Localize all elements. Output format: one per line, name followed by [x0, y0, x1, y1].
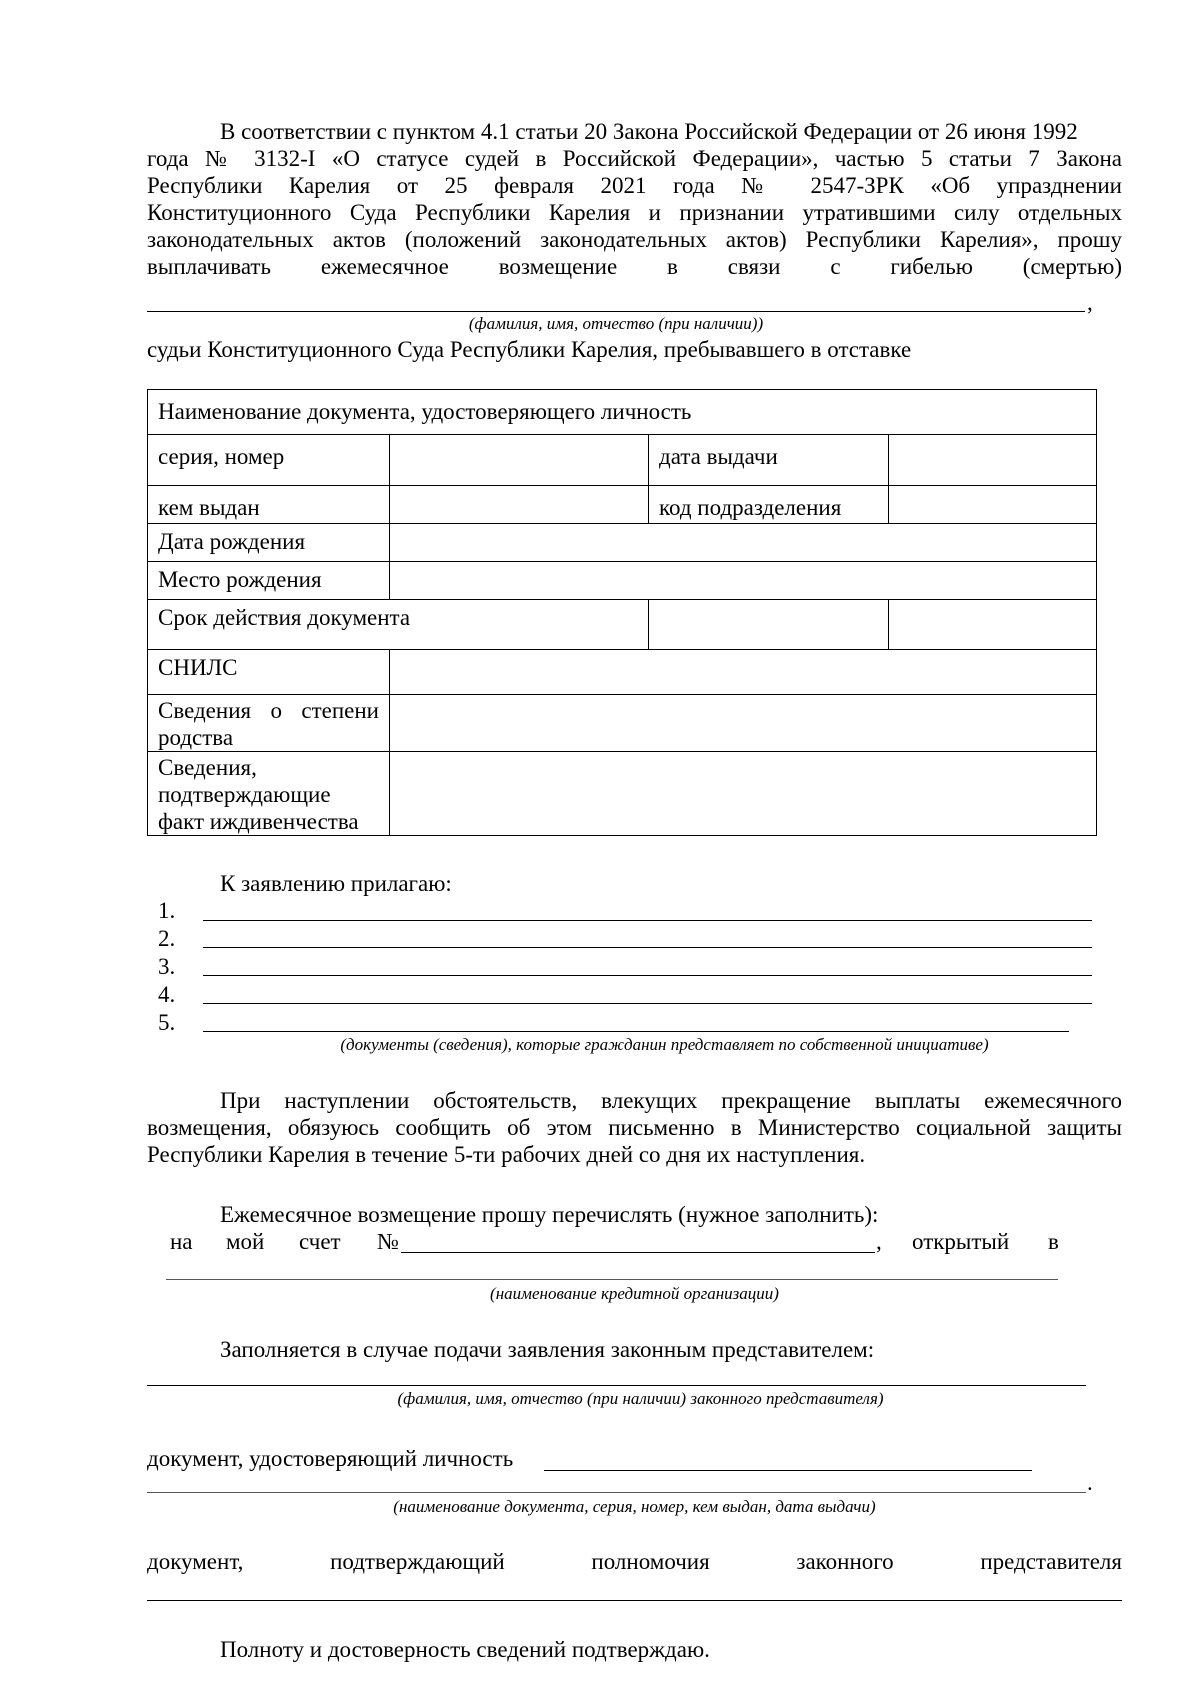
table-row [148, 600, 1097, 650]
snils-label: СНИЛС [148, 650, 390, 695]
table-row [148, 390, 1097, 435]
payment-word-account: счет [299, 1229, 341, 1254]
issue-date-value-cell[interactable] [889, 435, 1097, 486]
intro-line-4: Конституционного Суда Республики Карелия и признании утратившими силу отдельных [147, 200, 1122, 225]
attachment-field-5[interactable] [203, 1031, 1069, 1032]
attachments-heading: К заявлению прилагаю: [220, 871, 452, 896]
account-number-field[interactable] [401, 1252, 875, 1253]
payment-comma: , [876, 1229, 882, 1254]
intro-line-1: В соответствии с пунктом 4.1 статьи 20 Закона Российской Федерации от 26 июня 1992 [220, 119, 1078, 144]
attachment-number-5: 5. [158, 1010, 176, 1035]
table-row [148, 435, 1097, 486]
payment-word-na: на [170, 1229, 193, 1254]
bank-name-field[interactable] [166, 1279, 1058, 1280]
id-doc-details-field[interactable] [147, 1492, 1086, 1493]
attachment-field-1[interactable] [203, 920, 1092, 921]
payment-heading: Ежемесячное возмещение прошу перечислять (нужное заполнить): [220, 1202, 879, 1227]
identity-table [147, 389, 1097, 836]
id-doc-period: . [1087, 1470, 1093, 1495]
doc-name-label: Наименование документа, удостоверяющего личность [148, 390, 1097, 435]
attachment-number-2: 2. [158, 926, 176, 951]
authority-word-5: представителя [980, 1549, 1122, 1574]
birth-place-value-cell[interactable] [390, 562, 1097, 600]
intro-line-3: Республики Карелия от 25 февраля 2021 года № 2547-ЗРК «Об упразднении [147, 173, 1122, 198]
authority-doc-row [147, 1549, 1122, 1575]
deceased-name-field[interactable] [147, 311, 1085, 312]
table-row [148, 650, 1097, 695]
table-row [148, 486, 1097, 524]
birth-place-label: Место рождения [148, 562, 390, 600]
attachment-number-3: 3. [158, 954, 176, 979]
division-code-value-cell[interactable] [889, 486, 1097, 524]
bank-caption: (наименование кредитной организации) [490, 1284, 779, 1303]
authority-word-1: документ, [147, 1549, 244, 1574]
issued-by-label: кем выдан [148, 486, 390, 524]
kinship-value-cell[interactable] [390, 695, 1097, 752]
representative-name-field[interactable] [147, 1385, 1086, 1386]
intro-line-5: законодательных актов (положений законодательных актов) Республики Карелия», прошу [147, 227, 1122, 252]
birth-date-value-cell[interactable] [390, 524, 1097, 562]
judge-status-text: судьи Конституционного Суда Республики Карелия, пребывавшего в отставке [147, 337, 912, 362]
id-doc-field[interactable] [544, 1470, 1032, 1471]
issued-by-value-cell[interactable] [390, 486, 649, 524]
payment-word-my: мой [226, 1229, 265, 1254]
attachment-number-4: 4. [158, 982, 176, 1007]
series-label: серия, номер [148, 435, 390, 486]
authority-word-3: полномочия [591, 1549, 710, 1574]
attachments-caption: (документы (сведения), которые гражданин представляет по собственной инициативе) [340, 1035, 989, 1054]
table-row [148, 752, 1097, 836]
validity-from-cell[interactable] [649, 600, 889, 650]
authority-doc-field[interactable] [147, 1600, 1122, 1601]
table-row [148, 562, 1097, 600]
authority-word-2: подтверждающий [330, 1549, 505, 1574]
dependency-label: Сведения, подтверждающие факт иждивенчества [148, 752, 390, 836]
obligation-line-1: При наступлении обстоятельств, влекущих прекращение выплаты ежемесячного [220, 1088, 1122, 1113]
table-row [148, 695, 1097, 752]
id-doc-label: документ, удостоверяющий личность [147, 1446, 514, 1471]
obligation-line-2: возмещения, обязуюсь сообщить об этом письменно в Министерство социальной защиты [147, 1115, 1122, 1140]
intro-line-6: выплачивать ежемесячное возмещение в связи с гибелью (смертью) [147, 254, 1122, 279]
kinship-label: Сведения о степени родства [148, 695, 390, 752]
payment-word-in: в [1048, 1229, 1059, 1254]
birth-date-label: Дата рождения [148, 524, 390, 562]
name-trailing-comma: , [1087, 290, 1093, 315]
name-caption: (фамилия, имя, отчество (при наличии)) [468, 314, 764, 333]
payment-word-number: № [377, 1229, 399, 1254]
obligation-line-3: Республики Карелия в течение 5-ти рабочих дней со дня их наступления. [147, 1142, 866, 1167]
attachment-field-4[interactable] [203, 1003, 1092, 1004]
snils-value-cell[interactable] [390, 650, 1097, 695]
attachment-field-3[interactable] [203, 975, 1092, 976]
division-code-label: код подразделения [649, 486, 889, 524]
table-row [148, 524, 1097, 562]
issue-date-label: дата выдачи [649, 435, 889, 486]
attachment-field-2[interactable] [203, 947, 1092, 948]
validity-to-cell[interactable] [889, 600, 1097, 650]
id-doc-caption: (наименование документа, серия, номер, кем выдан, дата выдачи) [393, 1497, 876, 1516]
payment-word-opened: открытый [912, 1229, 1010, 1254]
representative-name-caption: (фамилия, имя, отчество (при наличии) законного представителя) [397, 1389, 884, 1408]
intro-line-2: года № 3132-I «О статусе судей в Российской Федерации», частью 5 статьи 7 Закона [147, 146, 1122, 171]
attachment-number-1: 1. [158, 898, 176, 923]
dependency-value-cell[interactable] [390, 752, 1097, 836]
confirmation-text: Полноту и достоверность сведений подтверждаю. [220, 1637, 710, 1662]
series-value-cell[interactable] [390, 435, 649, 486]
representative-heading: Заполняется в случае подачи заявления законным представителем: [220, 1337, 875, 1362]
authority-word-4: законного [796, 1549, 894, 1574]
validity-label: Срок действия документа [148, 600, 649, 650]
